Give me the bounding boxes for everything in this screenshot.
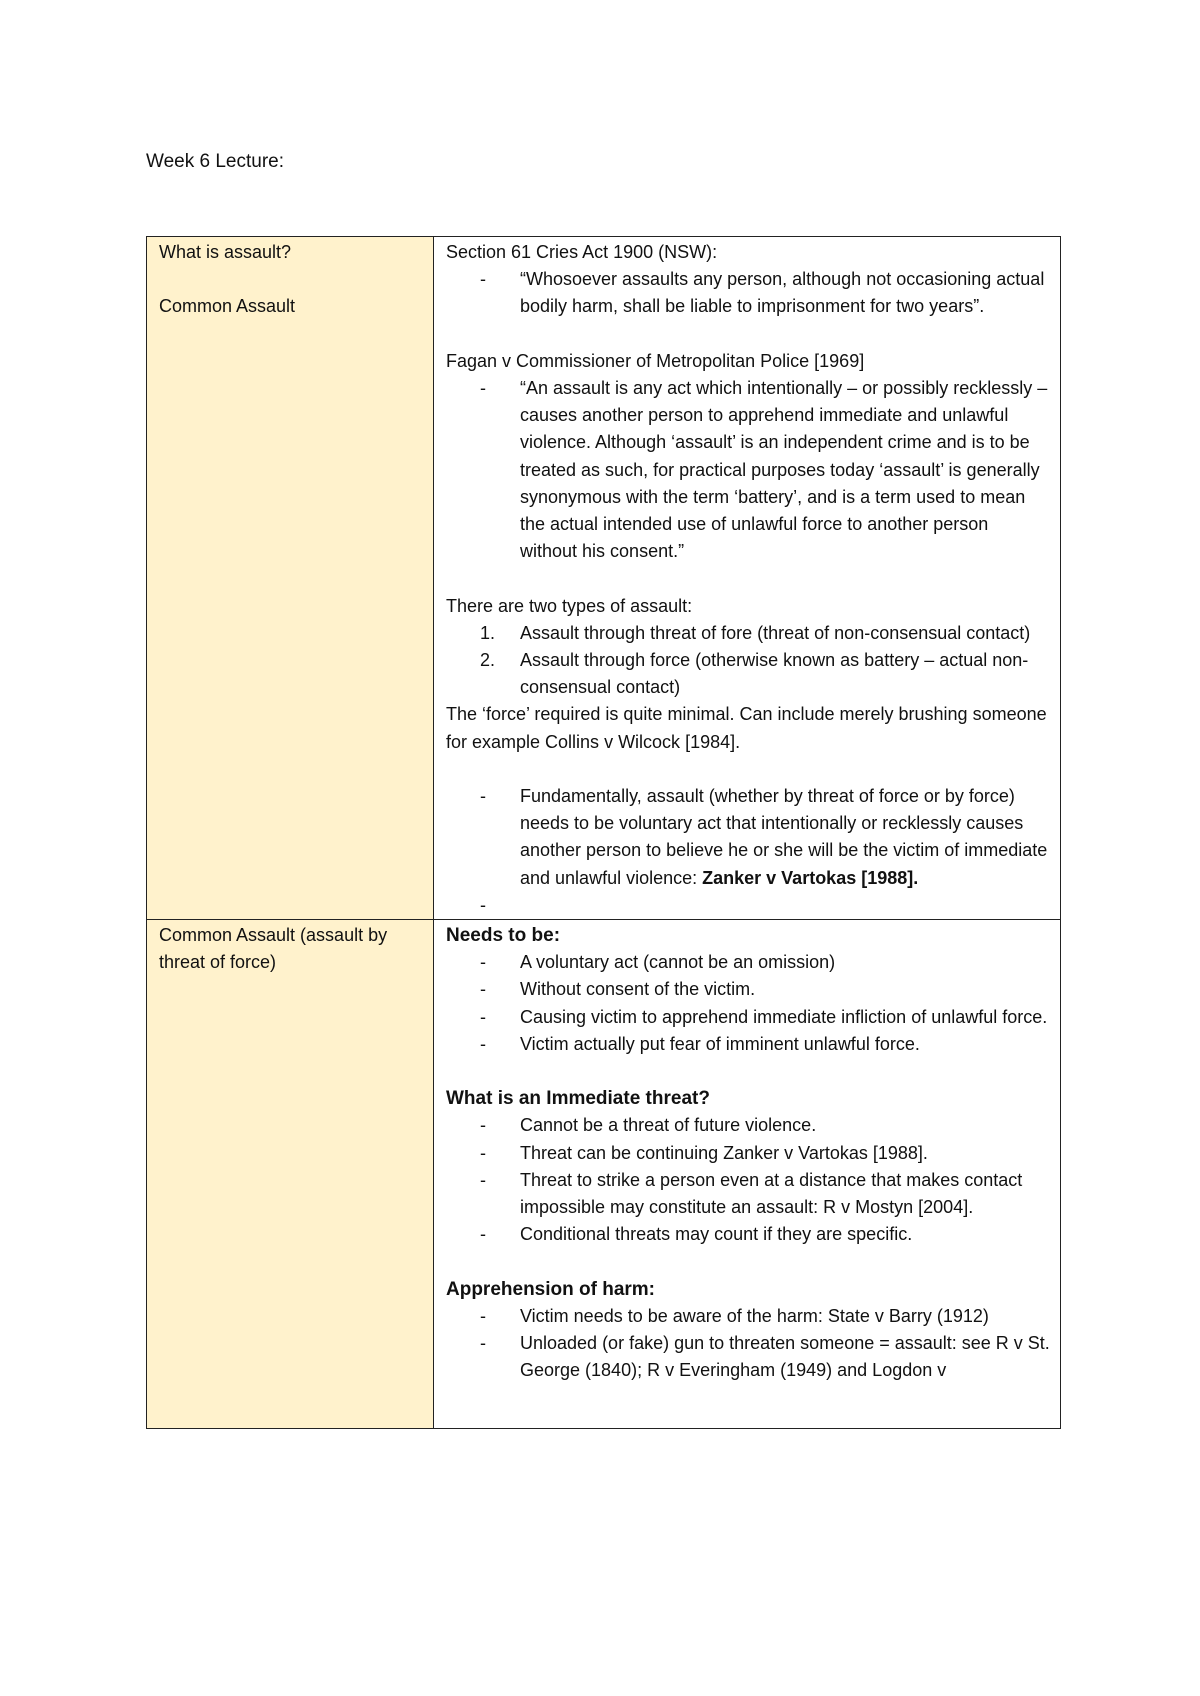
fundamental-text: Fundamentally, assault (whether by threat of force or by force) needs to be voluntary act that intentionally or recklessly causes another person to believe he or she will be the victim of immediate and unlawful violence: (520, 786, 1048, 888)
bullet-marker: - (480, 1333, 486, 1354)
list-text: Victim needs to be aware of the harm: State v Barry (1912) (520, 1305, 989, 1326)
list-text: Causing victim to apprehend immediate infliction of unlawful force. (520, 1006, 1048, 1027)
section-title: Section 61 Cries Act 1900 (NSW): (446, 242, 718, 262)
list-text: Cannot be a threat of future violence. (520, 1115, 817, 1136)
quote-text: “An assault is any act which intentionally – or possibly recklessly – causes another person to apprehend immediate and unlawful violence. Although ‘assault’ is an independent crime and is to be treated as such, for practical purposes today ‘assault’ is generally synonymous with the term ‘battery’, and is a term used to mean the actual intended use of unlawful force to another person without his consent.” (520, 378, 1048, 562)
list-text: Conditional threats may count if they are specific. (520, 1224, 913, 1245)
bullet-marker: - (480, 1142, 486, 1163)
list-item (446, 620, 1050, 647)
list-text: Threat can be continuing Zanker v Vartokas [1988]. (520, 1142, 928, 1163)
list-text: Without consent of the victim. (520, 979, 756, 1000)
topic-question: What is assault? (159, 242, 292, 262)
list-item (446, 1303, 1050, 1330)
list-text: Victim actually put fear of imminent unlawful force. (520, 1033, 920, 1054)
bullet-marker: - (480, 1006, 486, 1027)
list-text (520, 783, 1050, 892)
bullet-marker: - (480, 1115, 486, 1136)
bullet-marker: - (480, 894, 486, 915)
subheading: Apprehension of harm: (446, 1278, 656, 1300)
list-text: Threat to strike a person even at a distance that makes contact impossible may constitute an assault: R v Mostyn [2004]. (520, 1169, 1023, 1218)
list-item (446, 266, 1050, 320)
page-heading: Week 6 Lecture: (146, 151, 285, 172)
list-text: Unloaded (or fake) gun to threaten someone = assault: see R v St. George (1840); R v Everingham (1949) and Logdon v (520, 1333, 1050, 1381)
topic-cell (147, 237, 434, 920)
list-item (446, 375, 1050, 565)
bullet-marker: - (480, 269, 486, 290)
types-title: There are two types of assault: (446, 595, 693, 616)
list-item (446, 783, 1050, 892)
list-item (446, 1004, 1050, 1031)
list-item (446, 1112, 1050, 1139)
content-cell (434, 920, 1061, 1429)
table-row (147, 920, 1061, 1429)
list-item (446, 1221, 1050, 1248)
list-item (446, 892, 1050, 919)
bullet-marker: - (480, 1305, 486, 1326)
list-item (446, 647, 1050, 701)
topic-title: Common Assault (assault by threat of force) (159, 925, 388, 973)
table-row (147, 237, 1061, 920)
case-title: Fagan v Commissioner of Metropolitan Police [1969] (446, 350, 865, 371)
list-number: 2. (480, 650, 496, 671)
subheading: What is an Immediate threat? (446, 1088, 710, 1110)
quote-text: “Whosoever assaults any person, although not occasioning actual bodily harm, shall be liable to imprisonment for two years”. (520, 269, 1045, 317)
list-item (446, 949, 1050, 976)
bullet-marker: - (480, 979, 486, 1000)
case-citation: Zanker v Vartokas [1988]. (702, 867, 919, 888)
topic-cell (147, 920, 434, 1429)
list-text: Assault through threat of fore (threat of non-consensual contact) (520, 622, 1031, 643)
list-item (446, 1140, 1050, 1167)
content-cell (434, 237, 1061, 920)
list-item (446, 1167, 1050, 1221)
bullet-marker: - (480, 1033, 486, 1054)
list-item (446, 1330, 1050, 1384)
subheading: Needs to be: (446, 925, 561, 947)
list-text: A voluntary act (cannot be an omission) (520, 952, 836, 973)
bullet-marker: - (480, 378, 486, 398)
list-number: 1. (480, 622, 496, 643)
bullet-marker: - (480, 786, 486, 807)
topic-title: Common Assault (159, 296, 296, 317)
list-item (446, 1031, 1050, 1058)
bullet-marker: - (480, 1169, 486, 1190)
notes-table (146, 236, 1061, 1429)
bullet-marker: - (480, 1224, 486, 1245)
list-text: Assault through force (otherwise known as battery – actual non-consensual contact) (520, 650, 1029, 698)
bullet-marker: - (480, 952, 486, 973)
list-item (446, 976, 1050, 1003)
force-note: The ‘force’ required is quite minimal. Can include merely brushing someone for example Collins v Wilcock [1984]. (446, 704, 1047, 752)
